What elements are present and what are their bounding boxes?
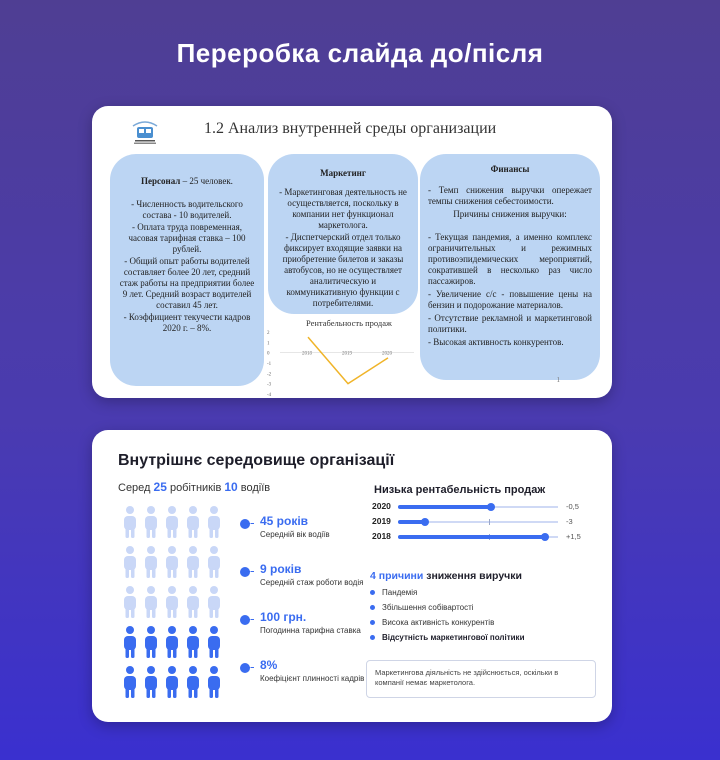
y-tick-label: -1 bbox=[267, 362, 272, 367]
bullet-icon bbox=[370, 605, 375, 610]
finance-line: - Текущая пандемия, а именно комплекс ограничительных и режимных противоэпидемических мероприятий, сократившей в несколько раз число пассажиров. bbox=[428, 232, 592, 286]
profitability-bar-row bbox=[372, 515, 594, 529]
driver-icon bbox=[145, 626, 157, 658]
bar-year-label: 2018 bbox=[372, 531, 391, 541]
x-tick-label: 2018 bbox=[302, 351, 312, 357]
worker-icon bbox=[166, 586, 178, 618]
slide-after: Внутрішнє середовище організації Серед 25 робітників 10 водіїв 45 років Середній вік водіїв 9 років Середній стаж роботи водія 100 грн. Погодинна тарифна ставка 8% Коефіцієнт плинності кадрів Низька рентабельність продаж 2020 -0,5 2019 -3 2018 +1,5 4 причини зниження виручки Пандемія Збільшення собівартості Висока активність конкурентів Відсутність маркетингової політики Маркетингова діяльність не здійснюється, оскільки в компанії немає маркетолога. bbox=[92, 430, 612, 722]
personnel-head: Персонал – 25 человек. bbox=[141, 176, 233, 186]
x-tick-label: 2019 bbox=[342, 351, 352, 357]
train-logo-icon bbox=[130, 116, 160, 146]
reason-item: Збільшення собівартості bbox=[370, 603, 474, 612]
slide-before-title: 1.2 Анализ внутренней среды организации bbox=[204, 120, 497, 137]
finance-line: - Отсутствие рекламной и маркетинговой политики. bbox=[428, 313, 592, 334]
worker-icon bbox=[166, 546, 178, 578]
x-tick-label: 2020 bbox=[382, 351, 392, 357]
slide-after-title: Внутрішнє середовище організації bbox=[118, 452, 395, 469]
reason-item: Пандемія bbox=[370, 588, 417, 597]
y-tick-label: 2 bbox=[267, 331, 270, 336]
marketing-line: - Диспетчерский отдел только фиксирует входящие заявки на приобретение билетов и заказы автобусов, но не осуществляет аналитическую и коммуникативную функции с потребителями. bbox=[282, 232, 404, 308]
driver-icon bbox=[124, 666, 136, 698]
personnel-line: - Оплата труда повременная, часовая тарифная ставка – 100 рублей. bbox=[128, 222, 246, 254]
profitability-chart-before bbox=[264, 318, 422, 398]
bar-fill bbox=[398, 535, 545, 539]
y-tick-label: -4 bbox=[267, 393, 272, 398]
driver-icon bbox=[124, 626, 136, 658]
worker-icon bbox=[145, 506, 157, 538]
personnel-box bbox=[110, 154, 264, 386]
bullet-icon bbox=[370, 590, 375, 595]
finance-title: Финансы bbox=[490, 164, 530, 174]
bar-year-label: 2019 bbox=[372, 516, 391, 526]
stat-dot-icon bbox=[240, 615, 250, 625]
worker-icon bbox=[208, 506, 220, 538]
stat-dot-icon bbox=[240, 663, 250, 673]
personnel-line: - Общий опыт работы водителей составляет более 20 лет, средний стаж работы на предприятии более 9 лет. Средний возраст водителей составил 45 лет. bbox=[119, 256, 255, 310]
y-tick-label: 0 bbox=[267, 351, 270, 357]
bar-knob bbox=[487, 503, 495, 511]
driver-icon bbox=[166, 666, 178, 698]
marketing-title: Маркетинг bbox=[320, 168, 366, 178]
driver-icon bbox=[208, 626, 220, 658]
y-tick-label: -2 bbox=[267, 372, 272, 378]
worker-icon bbox=[208, 546, 220, 578]
worker-icon bbox=[187, 506, 199, 538]
stat-dot-icon bbox=[240, 567, 250, 577]
chart-plot bbox=[264, 318, 422, 398]
finance-line: - Увеличение с/с - повышение цены на бензин и подорожание материалов. bbox=[428, 289, 592, 310]
reasons-title: 4 причини зниження виручки bbox=[370, 570, 522, 582]
reason-item: Відсутність маркетингової політики bbox=[370, 633, 524, 642]
profitability-line bbox=[308, 337, 388, 384]
driver-icon bbox=[145, 666, 157, 698]
bullet-icon bbox=[370, 635, 375, 640]
worker-icon bbox=[145, 586, 157, 618]
stat-dot-icon bbox=[240, 519, 250, 529]
bar-knob bbox=[541, 533, 549, 541]
driver-icon bbox=[187, 666, 199, 698]
finance-intro: - Темп снижения выручки опережает темпы снижения себестоимости. bbox=[428, 185, 592, 206]
marketing-note: Маркетингова діяльність не здійснюється, оскільки в компанії немає маркетолога. bbox=[366, 660, 596, 698]
finance-box bbox=[420, 154, 600, 380]
marketing-line: - Маркетинговая деятельность не осуществляется, поскольку в компании нет функционал маркетолога. bbox=[279, 187, 407, 230]
worker-icon bbox=[124, 586, 136, 618]
bar-value-label: +1,5 bbox=[566, 532, 581, 541]
reason-item: Висока активність конкурентів bbox=[370, 618, 494, 627]
marketing-box bbox=[268, 154, 418, 314]
driver-icon bbox=[166, 626, 178, 658]
finance-line: - Высокая активность конкурентов. bbox=[428, 337, 564, 347]
page-number: 1 bbox=[556, 376, 560, 384]
personnel-line: - Коэффициент текучести кадров 2020 г. – 8%. bbox=[123, 312, 251, 333]
worker-icon bbox=[187, 586, 199, 618]
staff-people-grid bbox=[122, 502, 250, 702]
bar-fill bbox=[398, 505, 491, 509]
worker-icon bbox=[124, 506, 136, 538]
profitability-title: Низька рентабельність продаж bbox=[374, 484, 546, 496]
profitability-bar-row bbox=[372, 500, 594, 514]
worker-icon bbox=[124, 546, 136, 578]
bar-value-label: -3 bbox=[566, 517, 573, 526]
y-tick-label: 1 bbox=[267, 341, 270, 347]
bullet-icon bbox=[370, 620, 375, 625]
y-tick-label: -3 bbox=[267, 382, 272, 388]
driver-icon bbox=[208, 666, 220, 698]
worker-icon bbox=[145, 546, 157, 578]
profitability-bar-row bbox=[372, 530, 594, 544]
worker-icon bbox=[166, 506, 178, 538]
finance-reasons-head: Причины снижения выручки: bbox=[453, 209, 567, 219]
bar-zero-tick bbox=[489, 519, 490, 525]
bar-value-label: -0,5 bbox=[566, 502, 579, 511]
chart-title: Рентабельность продаж bbox=[306, 318, 392, 328]
bar-year-label: 2020 bbox=[372, 501, 391, 511]
personnel-line: - Численность водительского состава - 10 водителей. bbox=[131, 199, 243, 220]
page-title: Переробка слайда до/після bbox=[176, 38, 544, 68]
worker-icon bbox=[187, 546, 199, 578]
worker-icon bbox=[208, 586, 220, 618]
bar-knob bbox=[421, 518, 429, 526]
staff-subtitle: Серед 25 робітників 10 водіїв bbox=[118, 480, 271, 494]
driver-icon bbox=[187, 626, 199, 658]
slide-before bbox=[92, 106, 612, 398]
